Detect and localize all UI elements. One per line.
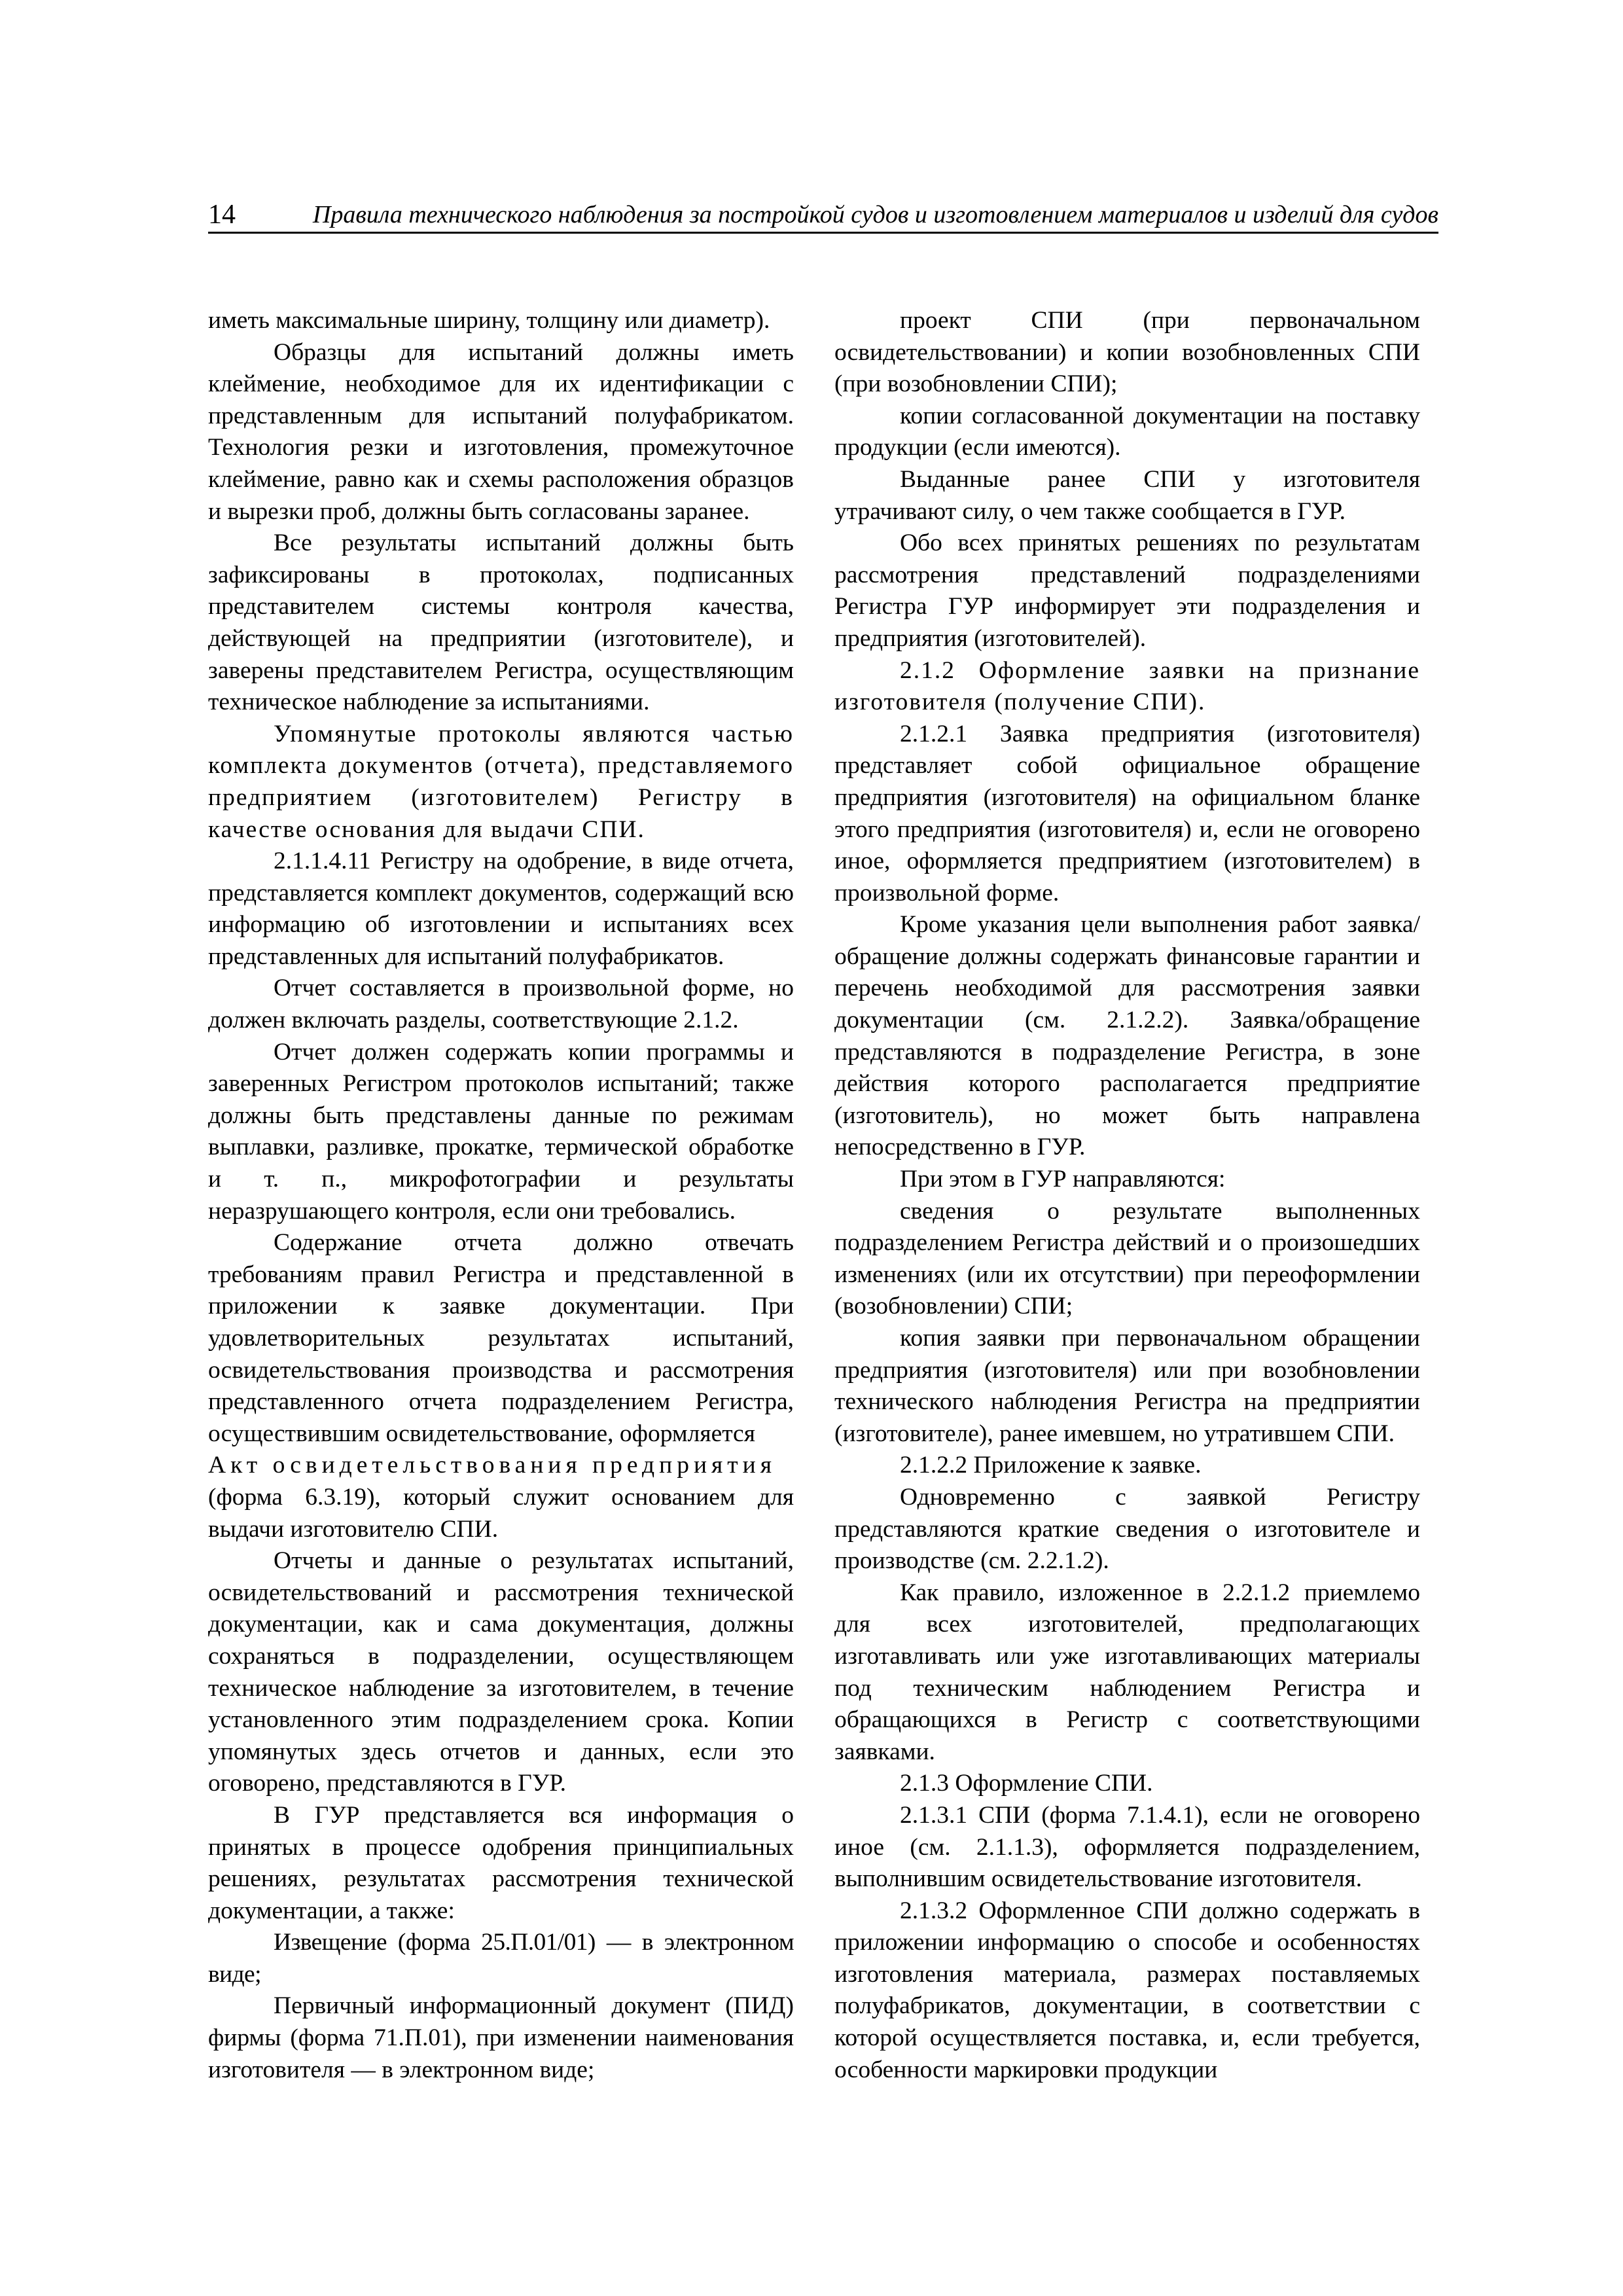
section-heading: 2.1.3 Оформление СПИ.: [900, 1770, 1153, 1797]
paragraph: копия заявки при первоначальном обращении предприятия (изготовителя) или при возобновлении технического наблюдения Регистра на предприятии (изготовителе), ранее имевшем, но утратившем СПИ.: [834, 1325, 1420, 1447]
page-number: 14: [208, 200, 236, 230]
paragraph: Извещение (форма 25.П.01/01) — в электронном виде;: [208, 1929, 794, 1988]
section-heading: 2.1.2 Оформление заявки на признание изготовителя (получение СПИ).: [834, 656, 1420, 716]
paragraph: Все результаты испытаний должны быть зафиксированы в протоколах, подписанных представителем системы контроля качества, действующей на предприятии (изготовителе), и заверены представителем Регистра, осуществляющим техническое наблюдение за испытаниями.: [208, 529, 794, 716]
paragraph: 2.1.2.2 Приложение к заявке.: [900, 1452, 1202, 1479]
paragraph: Одновременно с заявкой Регистру представляются краткие сведения о изготовителе и производстве (см. 2.2.1.2).: [834, 1483, 1420, 1575]
paragraph: сведения о результате выполненных подразделением Регистра действий и о произошедших изменениях (или их отсутствии) при переоформлении (возобновлении) СПИ;: [834, 1197, 1420, 1320]
paragraph: 2.1.2.1 Заявка предприятия (изготовителя) представляет собой официальное обращение предприятия (изготовителя) на официальном бланке этого предприятия (изготовителя) и, если не оговорено иное, оформляется предприятием (изготовителем) в произвольной форме.: [834, 720, 1420, 906]
paragraph: В ГУР представляется вся информация о принятых в процессе одобрения принципиальных решениях, результатах рассмотрения технической документации, а также:: [208, 1801, 794, 1924]
right-column: [834, 305, 1420, 2086]
paragraph: 2.1.3.2 Оформленное СПИ должно содержать в приложении информацию о способе и особенностях изготовления материала, размерах поставляемых полуфабрикатов, документации, в соответствии с которой осуществляется поставка, и, если требуется, особенности маркировки продукции: [834, 1897, 1420, 2083]
running-title: Правила технического наблюдения за постройкой судов и изготовлением материалов и изделий для судов: [312, 201, 1438, 228]
paragraph: Как правило, изложенное в 2.2.1.2 приемлемо для всех изготовителей, предполагающих изготавливать или уже изготавливающих материалы под техническим наблюдением Регистра и обращающихся в Регистр с соответствующими заявками.: [834, 1579, 1420, 1765]
left-column: [208, 305, 794, 2086]
paragraph: Упомянутые протоколы являются частью комплекта документов (отчета), представляемого предприятием (изготовителем) Регистру в качестве основания для выдачи СПИ.: [208, 720, 794, 843]
paragraph: Образцы для испытаний должны иметь клеймение, необходимое для их идентификации с представленным для испытаний полуфабрикатом. Технология резки и изготовления, промежуточное клеймение, равно как и схемы расположения образцов и вырезки проб, должны быть согласованы заранее.: [208, 338, 794, 525]
paragraph: копии согласованной документации на поставку продукции (если имеются).: [834, 402, 1420, 461]
paragraph: иметь максимальные ширину, толщину или диаметр).: [208, 307, 770, 334]
form-title: Акт освидетельствования предприятия: [208, 1452, 776, 1479]
paragraph: Отчеты и данные о результатах испытаний, освидетельствований и рассмотрения технической документации, как и сама документация, должны сохраняться в подразделении, осуществляющем техническое наблюдение за изготовителем, в течение установленного этим подразделением срока. Копии упомянутых здесь отчетов и данных, если это оговорено, представляются в ГУР.: [208, 1547, 794, 1797]
paragraph: Первичный информационный документ (ПИД) фирмы (форма 71.П.01), при изменении наименования изготовителя — в электронном виде;: [208, 1992, 794, 2083]
paragraph: Отчет составляется в произвольной форме, но должен включать разделы, соответствующие 2.1.2.: [208, 975, 794, 1034]
paragraph: 2.1.3.1 СПИ (форма 7.1.4.1), если не оговорено иное (см. 2.1.1.3), оформляется подразделением, выполнившим освидетельствование изготовителя.: [834, 1801, 1420, 1893]
paragraph: Содержание отчета должно отвечать требованиям правил Регистра и представленной в приложении к заявке документации. При удовлетворительных результатах испытаний, освидетельствования производства и рассмотрения представленного отчета подразделением Регистра, осуществившим освидетельствование, оформляется: [208, 1229, 794, 1447]
page-header: [208, 198, 1438, 234]
paragraph: проект СПИ (при первоначальном освидетельствовании) и копии возобновленных СПИ (при возобновлении СПИ);: [834, 307, 1420, 398]
paragraph: При этом в ГУР направляются:: [900, 1166, 1226, 1193]
paragraph: Отчет должен содержать копии программы и заверенных Регистром протоколов испытаний; также должны быть представлены данные по режимам выплавки, разливке, прокатке, термической обработке и т. п., микрофотографии и результаты неразрушающего контроля, если они требовались.: [208, 1038, 794, 1225]
paragraph: Выданные ранее СПИ у изготовителя утрачивают силу, о чем также сообщается в ГУР.: [834, 465, 1420, 525]
paragraph: Обо всех принятых решениях по результатам рассмотрения представлений подразделениями Регистра ГУР информирует эти подразделения и предприятия (изготовителей).: [834, 529, 1420, 652]
paragraph: (форма 6.3.19), который служит основанием для выдачи изготовителю СПИ.: [208, 1483, 794, 1543]
paragraph: 2.1.1.4.11 Регистру на одобрение, в виде отчета, представляется комплект документов, содержащий всю информацию об изготовлении и испытаниях всех представленных для испытаний полуфабрикатов.: [208, 848, 794, 970]
paragraph: Кроме указания цели выполнения работ заявка/обращение должны содержать финансовые гарантии и перечень необходимой для рассмотрения заявки документации (см. 2.1.2.2). Заявка/обращение представляются в подразделение Регистра, в зоне действия которого располагается предприятие (изготовитель), но может быть направлена непосредственно в ГУР.: [834, 911, 1420, 1161]
